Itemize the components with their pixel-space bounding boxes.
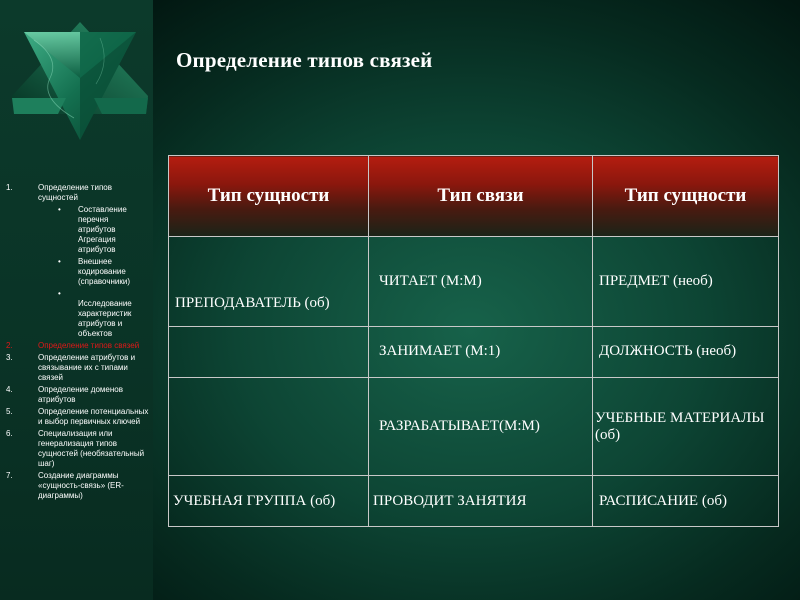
outline-item-label: Определение потенциальных и выбор первичных ключей bbox=[38, 407, 149, 426]
outline-item-7 bbox=[0, 471, 153, 501]
cell-text: ДОЛЖНОСТЬ (необ) bbox=[599, 343, 737, 360]
outline-item-number: 3. bbox=[6, 353, 13, 362]
table-cell bbox=[593, 327, 779, 378]
outline-item-number: 1. bbox=[6, 183, 13, 192]
outline-item-label: Создание диаграммы «сущность-связь» (ER-диаграммы) bbox=[38, 471, 124, 500]
table-cell bbox=[169, 327, 369, 378]
outline-item-label: Определение доменов атрибутов bbox=[38, 385, 123, 404]
slide-title: Определение типов связей bbox=[176, 48, 433, 72]
table-cell bbox=[369, 237, 593, 327]
outline-subitem-1 bbox=[0, 205, 153, 255]
green-marble-triangle-icon bbox=[10, 18, 150, 140]
table-cell bbox=[369, 327, 593, 378]
outline-item-5 bbox=[0, 407, 153, 427]
outline-item-label: Определение типов сущностей bbox=[38, 183, 112, 202]
table-cell bbox=[593, 237, 779, 327]
bullet-icon: • bbox=[58, 289, 61, 298]
table-row bbox=[169, 476, 779, 527]
bullet-icon: • bbox=[58, 205, 61, 214]
table-row bbox=[169, 327, 779, 378]
outline-item-number: 7. bbox=[6, 471, 13, 480]
outline-item-label: Определение атрибутов и связывание их с типами связей bbox=[38, 353, 136, 382]
cell-text: РАЗРАБАТЫВАЕТ(М:М) bbox=[379, 418, 540, 435]
relationship-table bbox=[168, 155, 779, 527]
outline-item-number: 2. bbox=[6, 341, 13, 350]
outline-item-label: Специализация или генерализация типов сущностей (необязательный шаг) bbox=[38, 429, 145, 468]
outline-item-number: 6. bbox=[6, 429, 13, 438]
bullet-icon: • bbox=[58, 257, 61, 266]
outline-item-number: 5. bbox=[6, 407, 13, 416]
outline-list bbox=[0, 183, 153, 501]
outline-subitem-3 bbox=[0, 289, 153, 339]
table-header-row bbox=[169, 156, 779, 237]
column-header: Тип сущности bbox=[593, 156, 779, 237]
table-cell bbox=[169, 237, 369, 327]
outline-subitem-label: Составление перечня атрибутов Агрегация атрибутов bbox=[78, 205, 127, 254]
cell-text: УЧЕБНЫЕ МАТЕРИАЛЫ (об) bbox=[595, 409, 765, 443]
cell-text: ЧИТАЕТ (М:М) bbox=[379, 273, 482, 290]
cell-text: ПРЕПОДАВАТЕЛЬ (об) bbox=[175, 295, 330, 312]
outline-subitem-label: Внешнее кодирование (справочники) bbox=[78, 257, 131, 286]
cell-text: ПРЕДМЕТ (необ) bbox=[599, 273, 713, 290]
table-cell bbox=[593, 377, 779, 476]
table-cell bbox=[369, 377, 593, 476]
outline-item-6 bbox=[0, 429, 153, 469]
outline-item-1 bbox=[0, 183, 153, 203]
outline-item-2 bbox=[0, 341, 153, 351]
outline-item-3 bbox=[0, 353, 153, 383]
table-cell bbox=[369, 476, 593, 527]
outline-subitem-label: Исследование характеристик атрибутов и объектов bbox=[78, 299, 132, 338]
cell-text: РАСПИСАНИЕ (об) bbox=[599, 492, 727, 509]
cell-text: ПРОВОДИТ ЗАНЯТИЯ bbox=[373, 492, 527, 509]
table-cell bbox=[169, 377, 369, 476]
outline-subitem-2 bbox=[0, 257, 153, 287]
table-cell bbox=[593, 476, 779, 527]
table-cell bbox=[169, 476, 369, 527]
table-row bbox=[169, 237, 779, 327]
outline-item-label: Определение типов связей bbox=[38, 341, 140, 350]
table-row bbox=[169, 377, 779, 476]
sidebar bbox=[0, 0, 153, 600]
outline-item-4 bbox=[0, 385, 153, 405]
outline-item-number: 4. bbox=[6, 385, 13, 394]
column-header: Тип связи bbox=[369, 156, 593, 237]
column-header: Тип сущности bbox=[169, 156, 369, 237]
cell-text: УЧЕБНАЯ ГРУППА (об) bbox=[173, 492, 336, 509]
cell-text: ЗАНИМАЕТ (М:1) bbox=[379, 343, 501, 360]
